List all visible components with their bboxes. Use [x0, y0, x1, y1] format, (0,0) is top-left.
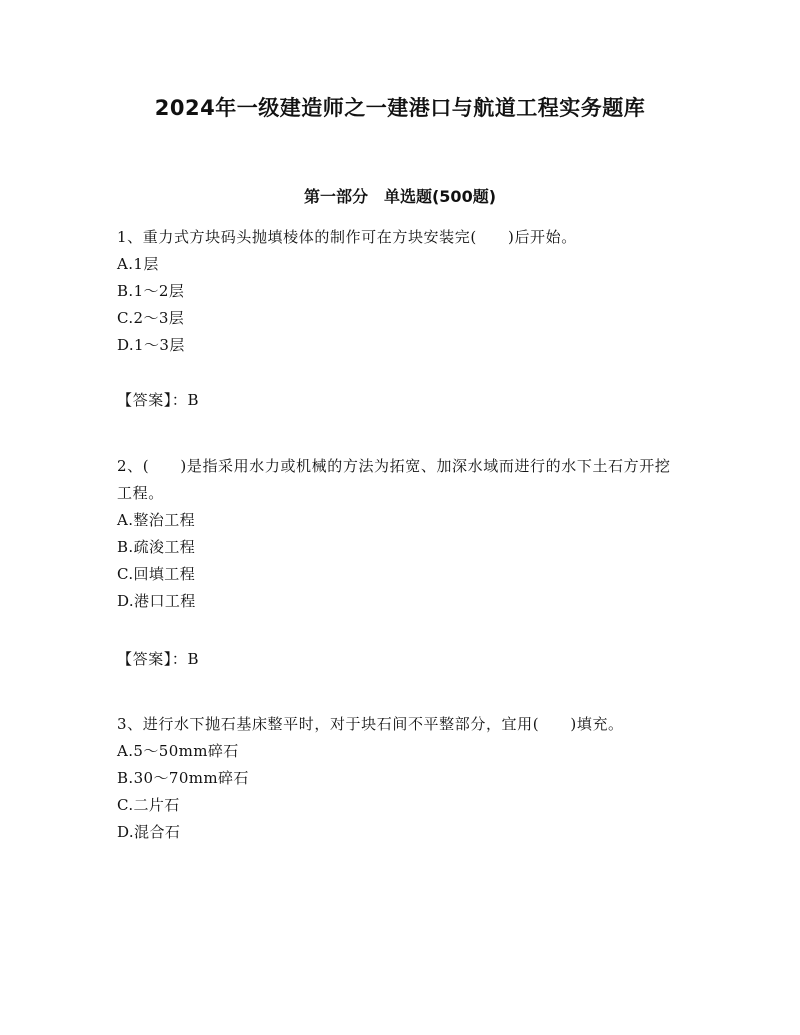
option-d: D.混合石 — [117, 823, 181, 841]
question-stem: 2、( )是指采用水力或机械的方法为拓宽、加深水域而进行的水下土石方开挖工程。 — [117, 457, 671, 502]
option-b: B.疏浚工程 — [117, 538, 196, 556]
option-d: D.港口工程 — [117, 592, 196, 610]
question-1 — [117, 224, 683, 359]
question-stem: 3、进行水下抛石基床整平时，对于块石间不平整部分，宜用( )填充。 — [117, 715, 624, 733]
question-3 — [117, 711, 683, 846]
option-a: A.5～50mm碎石 — [117, 742, 239, 760]
question-2 — [117, 453, 683, 615]
option-c: C.2～3层 — [117, 309, 185, 327]
option-c: C.回填工程 — [117, 565, 196, 583]
option-a: A.1层 — [117, 255, 159, 273]
option-a: A.整治工程 — [117, 511, 196, 529]
answer-2: 【答案】：B — [117, 650, 200, 668]
option-b: B.30～70mm碎石 — [117, 769, 249, 787]
option-c: C.二片石 — [117, 796, 180, 814]
option-d: D.1～3层 — [117, 336, 185, 354]
section-title: 第一部分 单选题(500题) — [303, 187, 497, 206]
question-stem: 1、重力式方块码头抛填棱体的制作可在方块安装完( )后开始。 — [117, 228, 577, 246]
answer-1: 【答案】：B — [117, 391, 200, 409]
option-b: B.1～2层 — [117, 282, 185, 300]
document-title: 2024年一级建造师之一建港口与航道工程实务题库 — [154, 96, 646, 120]
